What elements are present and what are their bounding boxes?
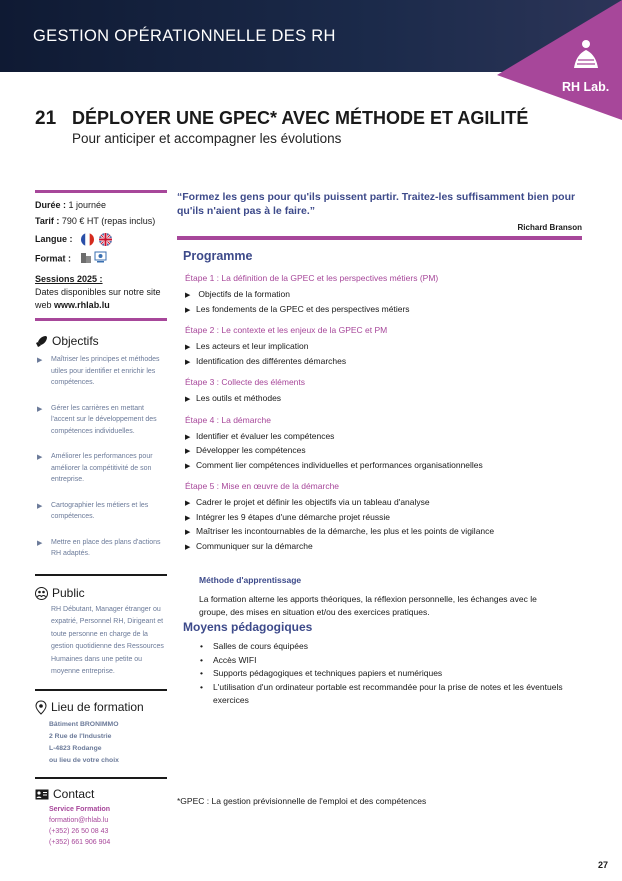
public-heading [35,587,167,600]
quote-accent-bar [177,236,582,240]
list-item: ▶ Intégrer les 9 étapes d'une démarche projet réussie [185,511,390,522]
tarif-value: 790 € HT (repas inclus) [59,216,156,226]
rocket-icon [35,335,48,348]
objectifs-list [35,354,167,560]
address-line: 2 Rue de l'Industrie [49,732,112,740]
step-5: Étape 5 : Mise en œuvre de la démarche ▶ Cadrer le projet et définir les objectifs via un tableau d'analyse ▶ Intégrer les 9 étapes d'une démarche projet réussie ▶ Maîtriser les incontournables de la démarche, les plus et les points de vigilance ▶ Communiquer sur la démarche [185,481,582,554]
info-bottom-bar [35,318,167,321]
address-line: L-4823 Rodange [49,744,102,752]
format-row [35,251,167,267]
list-item: ▶ Identification des différentes démarches [185,355,347,366]
people-icon [35,587,48,600]
french-flag-icon [81,233,94,246]
address-line: Bâtiment BRONIMMO [49,720,119,728]
programme-steps [185,273,582,554]
moyens-title: Moyens pédagogiques [183,620,313,634]
quote-text: “Formez les gens pour qu'ils puissent partir. Traitez-les suffisamment bien pour qu'ils n'aient pas à le faire.” [177,191,576,217]
left-sidebar [35,190,167,848]
course-title: DÉPLOYER UNE GPEC* AVEC MÉTHODE ET AGILITÉ [72,108,529,128]
list-item: • Accès WIFI [213,654,563,668]
contact-email-link[interactable]: formation@rhlab.lu [49,816,109,824]
list-item: ▶ Gérer les carrières en mettant l'accent sur le développement des compétences individuelles. [37,404,157,435]
sessions-label: Sessions 2025 : [35,274,103,285]
methode-section [183,568,563,619]
sessions-text: Dates disponibles sur notre site web [35,287,161,311]
methode-title: Méthode d'apprentissage [199,575,302,585]
moyens-section [183,620,563,708]
contact-details [35,804,167,848]
public-text: RH Débutant, Manager étranger ou expatrié, Personnel RH, Dirigeant et toute personne en charge de la gestion quotidienne des Ressources Humaines dans une petite ou moyenne entreprise. [51,605,164,676]
tarif-row [35,215,167,228]
sessions-text-row [35,286,167,312]
list-item: ▶ Maîtriser les principes et méthodes utiles pour identifier et enrichir les compétences. [37,356,160,387]
langue-label: Langue : [35,234,73,244]
langue-row [35,233,167,246]
moyens-list [183,640,563,708]
tarif-label: Tarif : [35,216,60,226]
list-item: ▶ Les outils et méthodes [185,393,282,403]
sessions-row [35,273,167,286]
contact-phone[interactable]: (+352) 26 50 08 43 [49,827,109,835]
online-training-icon [94,251,107,263]
address-line: ou lieu de votre choix [49,756,119,764]
format-icons [80,251,108,267]
page-number: 27 [598,860,609,870]
public-title: Public [52,585,85,600]
course-subtitle: Pour anticiper et accompagner les évolutions [72,131,342,146]
lieu-divider [35,777,167,779]
list-item: ▶ Objectifs de la formation [185,289,291,299]
list-item: ▶ Maîtriser les incontournables de la démarche, les plus et les points de vigilance [185,526,495,536]
language-flags [81,233,114,246]
header-title: GESTION OPÉRATIONNELLE DES RH [33,27,336,45]
lieu-address [35,719,167,767]
contact-name: Service Formation [49,805,111,813]
logo-text: RH Lab. [562,80,610,94]
step-2: Étape 2 : Le contexte et les enjeux de la GPEC et PM ▶ Les acteurs et leur implication ▶ Identification des différentes démarches [185,325,582,369]
list-item: ▶ Développer les compétences [185,445,306,455]
main-content [177,190,582,562]
duree-label: Durée : [35,200,67,210]
programme-title: Programme [183,249,253,263]
duree-row [35,199,167,212]
contact-mobile[interactable]: (+352) 661 906 904 [49,838,111,846]
contact-card-icon [35,789,49,800]
objectifs-divider [35,574,167,576]
list-item: ▶ Identifier et évaluer les compétences [185,430,335,441]
sessions-link[interactable]: www.rhlab.lu [54,300,110,311]
duree-value: 1 journée [66,200,107,210]
objectifs-title: Objectifs [52,334,99,349]
list-item: ▶ Cartographier les métiers et les compétences. [37,501,149,521]
location-pin-icon [35,700,47,715]
lieu-heading [35,700,167,715]
list-item: • Salles de cours équipées [213,640,563,654]
rh-lab-logo-icon [568,38,604,76]
step-1: Étape 1 : La définition de la GPEC et les perspectives métiers (PM) ▶ Objectifs de la formation ▶ Les fondements de la GPEC et des perspectives métiers [185,273,582,317]
list-item: • L'utilisation d'un ordinateur portable est recommandée pour la prise de notes et les éventuels exercices [213,681,563,708]
format-label: Format : [35,253,71,264]
list-item: ▶ Mettre en place des plans d'actions RH adaptés. [37,538,161,558]
list-item: ▶ Les fondements de la GPEC et des perspectives métiers [185,303,410,314]
uk-flag-icon [99,233,112,246]
building-icon [80,251,92,263]
step-4: Étape 4 : La démarche ▶ Identifier et évaluer les compétences ▶ Développer les compétences ▶ Comment lier compétences individuelles et performances organisationnelles [185,415,582,474]
list-item: ▶ Cadrer le projet et définir les objectifs via un tableau d'analyse [185,497,430,507]
methode-text: La formation alterne les apports théoriques, la réflexion personnelle, les échanges avec le groupe, des mises en situation et/ou des exercices pratiques. [199,594,537,617]
list-item: ▶ Les acteurs et leur implication [185,341,309,351]
contact-title: Contact [53,786,95,801]
step-3: Étape 3 : Collecte des éléments ▶ Les outils et méthodes [185,377,582,407]
top-accent-bar [35,190,167,193]
lieu-title: Lieu de formation [51,699,144,714]
course-number: 21 [35,108,57,129]
public-divider [35,689,167,691]
list-item: ▶ Améliorer les performances pour améliorer la compétitivité de son entreprise. [37,453,153,484]
list-item: • Supports pédagogiques et techniques papiers et numériques [213,667,563,681]
footnote: *GPEC : La gestion prévisionnelle de l'emploi et des compétences [177,796,427,806]
list-item: ▶ Comment lier compétences individuelles et performances organisationnelles [185,459,483,470]
contact-heading [35,788,167,801]
objectifs-heading [35,335,167,348]
quote-author: Richard Branson [517,223,582,232]
list-item: ▶ Communiquer sur la démarche [185,540,313,551]
